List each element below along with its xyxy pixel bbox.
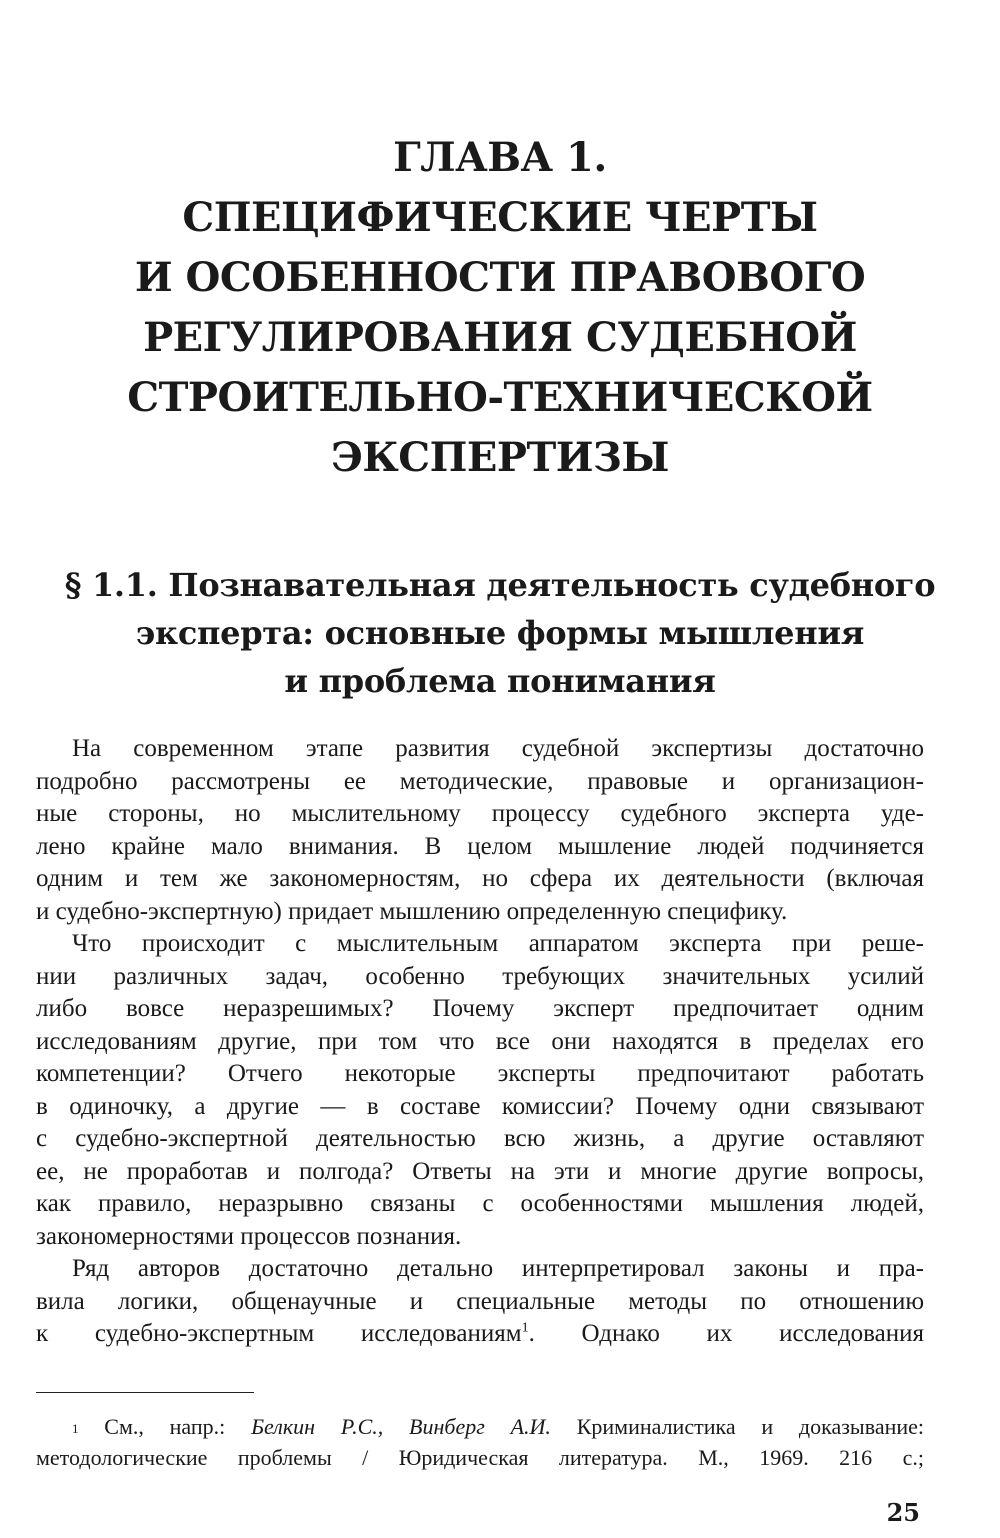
chapter-title-line: ГЛАВА 1. xyxy=(393,134,607,181)
text-line: ные стороны, но мыслительному процессу судебного эксперта уде- xyxy=(36,800,924,827)
footnote-divider xyxy=(36,1392,254,1393)
footnote-reference[interactable]: 1 xyxy=(521,1320,529,1336)
text-line: нии различных задач, особенно требующих значительных усилий xyxy=(36,962,924,990)
section-title xyxy=(50,561,950,705)
text-line: ее, не проработав и полгода? Ответы на эти и многие другие вопросы, xyxy=(36,1157,924,1185)
text-line: компетенции? Отчего некоторые эксперты предпочитают работать xyxy=(36,1060,924,1087)
text-line: и судебно-экспертную) придает мышлению определенную специфику. xyxy=(36,897,788,925)
paragraph xyxy=(36,1253,924,1351)
footnote-line xyxy=(36,1411,924,1442)
section-title-line: § 1.1. Познавательная деятельность судебного xyxy=(64,566,936,604)
footnote-authors: Белкин Р.С., Винберг А.И. xyxy=(251,1414,551,1439)
text-fragment: . Однако их исследования xyxy=(528,1320,924,1347)
chapter-title-line: СТРОИТЕЛЬНО-ТЕХНИЧЕСКОЙ xyxy=(127,374,873,421)
text-line: вила логики, общенаучные и специальные методы по отношению xyxy=(36,1287,924,1315)
text-line: закономерностями процессов познания. xyxy=(36,1222,462,1250)
footnote-line: методологические проблемы / Юридическая литература. М., 1969. 216 с.; xyxy=(36,1445,924,1470)
chapter-title-line: И ОСОБЕННОСТИ ПРАВОВОГО xyxy=(134,254,866,301)
chapter-title xyxy=(60,128,940,488)
text-line: в одиночку, а другие — в составе комиссии? Почему одни связывают xyxy=(36,1092,924,1120)
text-line: На современном этапе развития судебной экспертизы достаточно xyxy=(72,735,924,762)
text-line: Ряд авторов достаточно детально интерпретировал законы и пра- xyxy=(72,1255,924,1282)
footnote xyxy=(36,1411,924,1473)
text-line: Что происходит с мыслительным аппаратом эксперта при реше- xyxy=(72,930,924,957)
chapter-title-line: ЭКСПЕРТИЗЫ xyxy=(331,434,669,481)
footnote-prefix: См., напр.: xyxy=(104,1414,252,1439)
text-fragment: к судебно-экспертным исследованиям xyxy=(36,1320,522,1347)
text-line-with-footnote-ref xyxy=(36,1318,924,1351)
page-number: 25 xyxy=(886,1498,920,1527)
chapter-title-line: РЕГУЛИРОВАНИЯ СУДЕБНОЙ xyxy=(143,314,857,361)
footnote-title: Криминалистика и доказывание: xyxy=(550,1414,925,1439)
paragraph xyxy=(36,928,924,1253)
text-line: одним и тем же закономерностям, но сфера их деятельности (включая xyxy=(36,865,924,892)
text-line: как правило, неразрывно связаны с особенностями мышления людей, xyxy=(36,1190,924,1217)
text-line: исследованиям другие, при том что все они находятся в пределах его xyxy=(36,1027,924,1055)
section-title-line: и проблема понимания xyxy=(284,662,716,700)
text-line: подробно рассмотрены ее методические, правовые и организацион- xyxy=(36,767,924,795)
text-line: с судебно-экспертной деятельностью всю жизнь, а другие оставляют xyxy=(36,1125,924,1152)
text-line: лено крайне мало внимания. В целом мышление людей подчиняется xyxy=(36,832,924,860)
footnote-mark: 1 xyxy=(72,1421,79,1436)
body-text xyxy=(36,733,924,1351)
section-title-line: эксперта: основные формы мышления xyxy=(135,614,865,652)
paragraph xyxy=(36,733,924,928)
text-line: либо вовсе неразрешимых? Почему эксперт предпочитает одним xyxy=(36,995,924,1022)
chapter-title-line: СПЕЦИФИЧЕСКИЕ ЧЕРТЫ xyxy=(182,194,818,241)
